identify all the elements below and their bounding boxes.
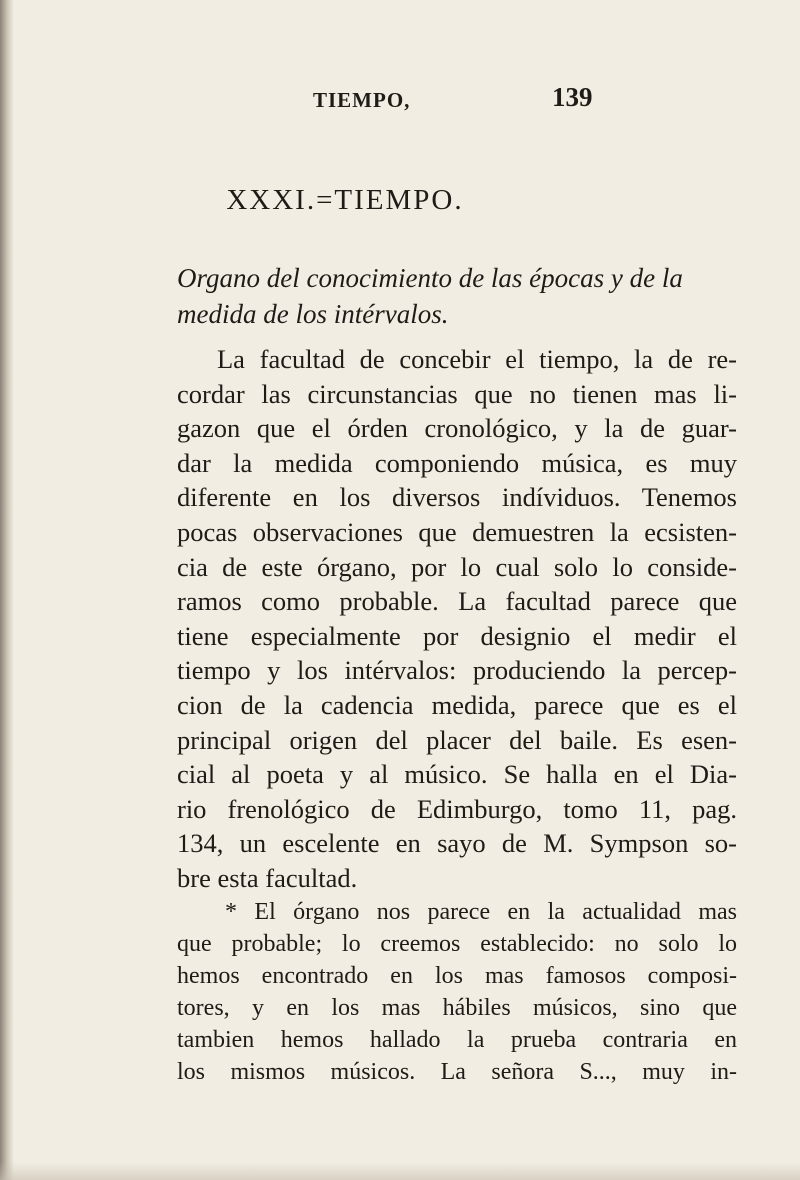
text-line: cordar las circunstancias que no tienen mas li- — [177, 378, 737, 409]
body-text — [177, 342, 737, 1088]
paragraph-main — [177, 342, 737, 896]
text-line: La facultad de concebir el tiempo, la de re- — [217, 344, 737, 374]
text-line: bre esta facultad. — [177, 862, 358, 893]
section-title: XXXI.=TIEMPO. — [226, 184, 464, 216]
subtitle-line: medida de los intérvalos. — [177, 299, 449, 329]
text-line: dar la medida componiendo música, es muy — [177, 447, 737, 478]
text-line: pocas observaciones que demuestren la ecsisten- — [177, 516, 737, 547]
running-head: TIEMPO, — [313, 88, 411, 112]
note-line: * El órgano nos parece en la actualidad mas — [225, 898, 737, 925]
text-line: 134, un escelente en sayo de M. Sympson so- — [177, 828, 737, 859]
text-line: diferente en los diversos indíviduos. Tenemos — [177, 482, 737, 513]
subtitle-line: Organo del conocimiento de las épocas y de la — [177, 263, 683, 293]
text-line: cion de la cadencia medida, parece que es el — [177, 689, 737, 720]
paragraph-note — [177, 896, 737, 1088]
page-number: 139 — [552, 82, 593, 112]
book-gutter-shadow — [0, 0, 14, 1180]
text-line: gazon que el órden cronológico, y la de guar- — [177, 413, 737, 444]
page-bottom-shadow — [0, 1162, 800, 1180]
section-subtitle — [177, 260, 737, 332]
text-line: principal origen del placer del baile. Es esen- — [177, 724, 737, 755]
note-line: tores, y en los mas hábiles músicos, sino que — [177, 994, 737, 1021]
note-line: que probable; lo creemos establecido: no solo lo — [177, 930, 737, 957]
text-line: ramos como probable. La facultad parece que — [177, 586, 737, 617]
text-line: tiempo y los intérvalos: produciendo la percep- — [177, 655, 737, 686]
text-line: rio frenológico de Edimburgo, tomo 11, pag. — [177, 793, 737, 824]
text-line: tiene especialmente por designio el medir el — [177, 620, 737, 651]
page-header — [0, 82, 800, 122]
note-line: hemos encontrado en los mas famosos composi- — [177, 962, 737, 989]
note-line: tambien hemos hallado la prueba contraria en — [177, 1026, 737, 1053]
text-line: cial al poeta y al músico. Se halla en el Dia- — [177, 759, 737, 790]
note-line: los mismos músicos. La señora S..., muy in- — [177, 1058, 737, 1085]
text-line: cia de este órgano, por lo cual solo lo conside- — [177, 551, 737, 582]
